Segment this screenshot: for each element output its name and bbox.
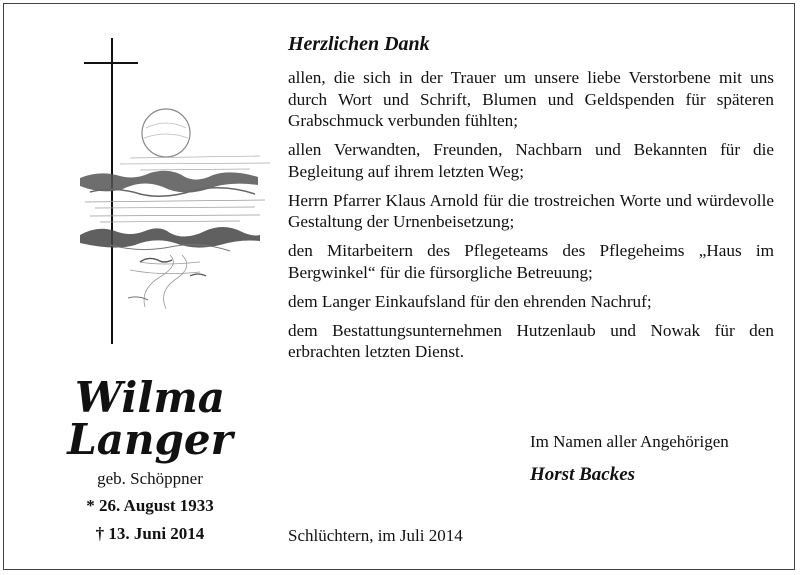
deceased-last-name: Langer: [67, 415, 233, 464]
thanks-paragraph: dem Langer Einkaufsland für den ehrenden Nachruf;: [288, 291, 652, 311]
birth-name: geb. Schöppner: [97, 469, 203, 488]
landscape-sketch-icon: [70, 30, 280, 350]
on-behalf-line: Im Namen aller Angehörigen: [530, 432, 729, 451]
birth-date: * 26. August 1933: [86, 496, 214, 515]
thanks-paragraph: den Mitarbeitern des Pflegeteams des Pflegeheims „Haus im Bergwinkel“ für die fürsorgliche Betreuung;: [288, 241, 774, 282]
deceased-first-name: Wilma: [75, 373, 225, 422]
signer-name: Horst Backes: [530, 464, 636, 485]
thanks-paragraph: allen, die sich in der Trauer um unsere liebe Verstorbene mit uns durch Wort und Schrift, Blumen und Geldspenden für späteren Grabschmuck verbunden fühlten;: [288, 68, 774, 130]
thanks-paragraph: dem Bestattungsunternehmen Hutzenlaub und Nowak für den erbrachten letzten Dienst.: [288, 320, 774, 361]
place-date: Schlüchtern, im Juli 2014: [288, 526, 463, 545]
death-date: † 13. Juni 2014: [95, 524, 205, 543]
thanks-paragraph: Herrn Pfarrer Klaus Arnold für die trostreichen Worte und würdevolle Gestaltung der Urnenbeisetzung;: [288, 190, 774, 231]
thanks-heading: Herzlichen Dank: [288, 33, 430, 55]
thanks-paragraph: allen Verwandten, Freunden, Nachbarn und Bekannten für die Begleitung auf ihrem letzten Weg;: [288, 140, 774, 181]
thanks-body: [288, 67, 774, 370]
